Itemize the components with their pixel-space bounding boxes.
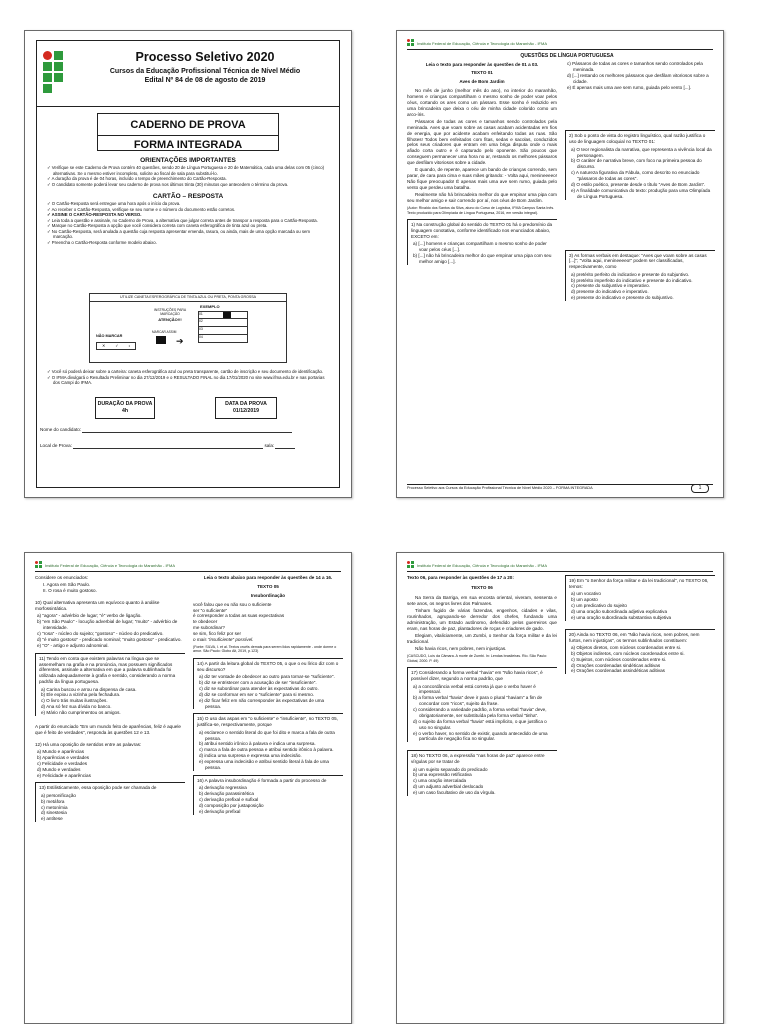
- cartao-item: ✓ Leia toda a questão e assinale, no Caderno de Prova, a alternativa que julgar correta antes de transpor a resposta para o Cartão-Resposta.: [53, 218, 335, 224]
- question-16: 16) A palavra insubordinação é formada a partir do processo de a) derivação regressiva b) derivação parassintética c) derivação prefixal e sufixal d) composição por justaposição e) derivação prefixal: [193, 775, 343, 815]
- option-c: c) Pássaros de todas as cores e tamanhos sendo controlados pela meninada.: [567, 61, 703, 72]
- cartao-item: ✓ Preencha o Cartão-Resposta conforme modelo abaixo.: [53, 240, 335, 246]
- exam-page-1: [396, 30, 724, 498]
- poem: você falou que eu não sou o suficiente ser "o suficiente" é corresponder a todas as suas expectativas te obedecer me subordinar? se sim, fico feliz por ser o mais "insuficiente" possível.: [193, 601, 285, 642]
- option-d: d) [...] restando os melhores pássaros que desfilam vitoriosos sobre a cidade.: [567, 72, 709, 84]
- model-marcar-assim: MARCAR ASSIM: [152, 330, 177, 334]
- cover-header: [37, 41, 339, 107]
- caderno-title: CADERNO DE PROVA: [130, 119, 246, 131]
- page-header: Instituto Federal de Educação, Ciência e Tecnologia do Maranhão - IFMA: [35, 561, 341, 571]
- question-17: 17) Considerando a forma verbal "havia" em "Não havia ricos", é possível dizer, segundo a norma padrão, que a) a concordância verbal está correta já que o verbo haver é impessoal. b) a forma verbal "havia" deve ir para o plural "haviam" a fim de concordar com "ricos", sujeito da frase. c) considerando a variedade padrão, a forma verbal "havia" deve, obrigatoriamente, ser substituída pela forma verbal "tinha". d) o sujeito da forma verbal "havia" está implícito, o que justifica o uso no singular. e) o verbo haver, no sentido de existir, quando antecedido de uma partícula de negação fica no singular.: [407, 667, 557, 742]
- model-nao-marcar: NÃO MARCAR: [96, 334, 123, 338]
- model-exemplo: EXEMPLO: [200, 304, 220, 309]
- cover-frame: [36, 40, 340, 488]
- question-13: 13) Estilisticamente, essa oposição pode ser chamada de a) personificação b) metáfora c) metonímia d) sinestesia e) antítese: [35, 782, 185, 822]
- text-title: Aves de Bom Jardim: [459, 79, 505, 85]
- duracao-box: DURAÇÃO DA PROVA 4h: [95, 397, 155, 419]
- orientacao-item: ✓ O candidato somente poderá levar seu caderno de prova nos últimos trinta (30) minutos que antecedem o término da prova.: [53, 182, 335, 188]
- cartao-heading: CARTÃO – RESPOSTA: [152, 192, 224, 200]
- left-intro: Texto 06, para responder às questões de 17 a 20:: [407, 575, 514, 580]
- left-column: Considere os enunciados: I. Agora em São Paulo. II. O rosa é muito gostoso. 10) Qual alternativa apresenta um equívoco quanto à análise morfossintática. a) "agora" - advérbio de lugar; "é" verbo de ligação. b) "em São Paulo" - locução adverbial de lugar; "muito" - advérbio de intensidade. c) "rosa" - núcleo do sujeito; "gostoso" - núcleo do predicativo. d) "é muito gostoso" - predicado nominal; "muito gostoso" - predicativo. e) "O" - artigo e adjunto adnominal. 11) Tendo em conta que existem palavras na língua que se assemelham na grafia e na pronúncia, mas possuem significados diferentes, assinale a alternativa em que a palavra sublinhada foi utilizada adequadamente à grafia e sentido, considerando a norma padrão da língua portuguesa. a) Carina buscou e arrou na dispensa de casa. b) Ele expiou a vizinha pela fechadura. c) O livro trás muitas ilustrações. d) Ana só fez sua dívida no banco. e) Mário não cumprimentou os amigos. A partir do enunciado "Em um mundo feito de aparências, feliz é aquele que é feito de verdades", responda às questões 12 e 13. 12) Há uma oposição de sentidos entre as palavras: a) Mundo e aparências b) Aparências e verdades c) Felicidade e verdades d) Mundo e verdades e) Felicidade e aparências 13) Estilisticamente, essa oposição pode ser chamada de a) personificação b) metáfora c) metonímia d) sinestesia e) antítese: [35, 575, 185, 822]
- orientacao-item: ✓ A duração da prova é de 04 horas, incluído o tempo de preenchimento do Cartão-Resposta.: [53, 176, 335, 182]
- question-19: 19) Em "o Senhor da força militar e da lei tradicional", no TEXTO 06, temos: a) um vocativo b) um aposto c) um predicativo do sujeito d) uma oração subordinada adjetiva explicativa e) uma oração subordinada substantiva subjetiva: [565, 575, 715, 621]
- exam-page-3: [396, 552, 724, 1024]
- question-3: 3) As formas verbais em destaque: "Aves que voam sobre as casas [...]"; "Volta aqui, menineeeeo!" podem ser classificadas, respectivamente, como a) pretérito perfeito do indicativo e presente do subjuntivo. b) pretérito imperfeito do indicativo e presente do indicativo. c) presente do subjuntivo e imperativo. d) presente do indicativo e imperativo. e) presente do indicativo e presente do subjuntivo.: [565, 250, 715, 302]
- cartao-item: ✓ Ao receber o Cartão-Resposta, verifique se seu nome e o número do documento estão corretos.: [53, 207, 335, 213]
- cartao-item: ✓ Marque no Cartão-Resposta a opção que você considera correta com caneta esferográfica de tinta azul ou preta.: [53, 223, 335, 229]
- duracao-value: 4h: [121, 407, 129, 414]
- left-column: [407, 53, 614, 265]
- ifma-mini-logo-icon: [407, 561, 415, 569]
- left-column: Texto 06, para responder às questões de 17 a 20: TEXTO 06 Na Serra da Barriga, em sua encosta oriental, viveram, sessenta e sete anos, os negros livres dos Palmares. Tinham fugido de várias fazendas, engenhos, cidades e vilas, rourinhados, agrupando-se derredor dos chefes, fundando uma administração, um Estado autônomo, defendido pelos guerreiros que eram, nas horas de paz, plantadores de roças e criadores de gado. Elegiam, vitaliciamente, um Zumbi, o Senhor da força militar e da lei tradicional. Não havia ricos, nem pobres, nem injustiças. (CASCUDO, Luís da Câmara. A morte de Zumbi. In: Lendas brasileiras. Rio. São Paulo: Global, 2000. P. 49) 17) Considerando a forma verbal "havia" em "Não havia ricos", é possível dizer, segundo a norma padrão, que a) a concordância verbal está correta já que o verbo haver é impessoal. b) a forma verbal "havia" deve ir para o plural "haviam" a fim de concordar com "ricos", sujeito da frase. c) considerando a variedade padrão, a forma verbal "havia" deve, obrigatoriamente, ser substituída pela forma verbal "tinha". d) o sujeito da forma verbal "havia" está implícito, o que justifica o uso no singular. e) o verbo haver, no sentido de existir, quando antecedido de uma partícula de negação fica no singular. 18) No TEXTO 06, a expressão "nas horas de paz" aparece entre vírgulas por se tratar de a) um sujeito separado do predicado b) uma expressão retificativa c) uma oração intercalada d) um adjunto adverbial deslocado e) um caso facultativo de uso da vírgula.: [407, 575, 557, 796]
- local-field: Local de Prova: sala:: [40, 443, 295, 449]
- cartao-item: ✓ ASSINE O CARTÃO-RESPOSTA NO VERSO.: [53, 212, 335, 218]
- paragraph: No mês de junho (melhor mês do ano), no interior do maranhão, homens e crianças compartilham o mesmo sonho de poder voar pelos céus, cortando os ares como um pássaro. Esse sonho é reduzido em uma brincadeira que deixa o céu de minha cidade colorido como um arco-íris.: [407, 88, 557, 117]
- question-14: 14) A partir da leitura global do TEXTO 05, o que o eu lírico diz com o seu discurso? a) diz ter vontade de obedecer ao outro para tornar-se "suficiente". b) diz se entristecer com a acusação de ser "insuficiente". c) diz se subordinar para atender às expectativas do outro. d) diz se conformar em ser o "suficiente" para si mesmo. e) diz ficar feliz em não corresponder às expectativas de uma pessoa.: [193, 658, 343, 710]
- question-2: 2) Sob o ponto de vista do registro linguístico, qual razão justifica o uso de linguagem coloquial no TEXTO 01: a) O teor regionalista da narrativa, que representa a vivência local da personagem. b) O caráter de narrativa breve, com foco na primeira pessoa do discurso. c) A natureza figurativa da Fábula, como descrito no enunciado "pássaros de todas as cores". d) O estilo poético, presente desde o título "Aves de Bom Jardim". e) A finalidade comunicativa do texto: produção para uma Olimpíada de Língua Portuguesa.: [565, 130, 715, 199]
- question-10: 10) Qual alternativa apresenta um equívoco quanto à análise morfossintática. a) "agora" - advérbio de lugar; "é" verbo de ligação. b) "em São Paulo" - locução adverbial de lugar; "muito" - advérbio de intensidade. c) "rosa" - núcleo do sujeito; "gostoso" - núcleo do predicativo. d) "é muito gostoso" - predicado nominal; "muito gostoso" - predicativo. e) "O" - artigo e adjunto adnominal.: [35, 600, 182, 648]
- right-column: [565, 575, 715, 674]
- question-15: 15) O uso das aspas em "o suficiente" e "insuficiente", no TEXTO 05, justifica-se, respectivamente, porque a) esclarece o sentido literal do que foi dito e marca a fala de outra pessoa. b) atribui sentido irônico à palavra e indica uma surpresa. c) marca a fala de outra pessoa e atribui sentido irônico à palavra. d) indica uma surpresa e expressa uma indecisão. e) expressa uma indecisão e atribui sentido literal à fala de uma pessoa.: [193, 713, 343, 770]
- arrow-right-icon: ➔: [176, 336, 184, 346]
- cover-subtitle: Cursos da Educação Profissional Técnica de Nível Médio: [109, 68, 301, 75]
- data-box: DATA DA PROVA 01/12/2019: [215, 397, 277, 419]
- page-header: Instituto Federal de Educação, Ciência e Tecnologia do Maranhão - IFMA: [407, 39, 713, 49]
- cover-title: Processo Seletivo 2020: [135, 50, 275, 64]
- option-a: a) [...] homens e crianças compartilham o mesmo sonho de poder voar pelos céus [...].: [413, 241, 547, 253]
- model-instrucoes: INSTRUÇÕES PARA MARCAÇÃO: [153, 308, 187, 317]
- question-20: 20) Ainda no TEXTO 06, em "Não havia ricos, nem pobres, nem furtos, nem injustiças", os termos sublinhados constituem: a) Objetos diretos, com núcleos coordenados entre si. b) Objetos indiretos, com núcleos coordenados entre si. c) Sujeitos, com núcleos coordenados entre si. d) Orações coordenadas sindéticas aditivas e) Orações coordenadas assindéticas aditivas: [565, 629, 715, 675]
- paragraph: Realmente não há brincadeira melhor do que empinar uma pipa com seu melhor amigo e sair correndo por aí, nos céus de Bom Jardim.: [407, 192, 557, 204]
- wrong-marks-example: ✕ ✓ •: [96, 342, 136, 350]
- text-source: (Autor: Rivaldo dos Santos da Silva, aluno do Curso de Logística, IFMA Campus Santa Inês. Texto produzido para Olimpíada de Língua Portuguesa, 2016, em versão integral).: [407, 206, 555, 215]
- correct-mark-example: [156, 336, 166, 344]
- page-number: 1: [691, 484, 709, 493]
- right-intro: Leia o texto abaixo para responder às questões de 14 a 16.: [203, 575, 333, 580]
- answer-card-model: [89, 293, 287, 363]
- question-18: 18) No TEXTO 06, a expressão "nas horas de paz" aparece entre vírgulas por se tratar de a) um sujeito separado do predicado b) uma expressão retificativa c) uma oração intercalada d) um adjunto adverbial deslocado e) um caso facultativo de uso da vírgula.: [407, 750, 557, 796]
- orientacao-item: ✓ Verifique se este Caderno de Prova contém 40 questões, sendo 20 de Língua Portuguesa e 20 de Matemática, cada uma delas com 05 (cinco) alternativas. Se o mesmo estiver incompleto, solicite ao fiscal de sala para substituí-lo.: [53, 165, 335, 176]
- question-1: 1) Na construção global do sentido do TEXTO 01 há o predomínio da linguagem conotativa, conforme identificado nos enunciados abaixo, EXCETO em: a) [...] homens e crianças compartilham o mesmo sonho de poder voar pelos céus [...]. b) [...] não há brincadeira melhor do que empinar uma pipa com seu melhor amigo [...].: [407, 219, 557, 265]
- question-12: 12) Há uma oposição de sentidos entre as palavras: a) Mundo e aparências b) Aparências e verdades c) Felicidade e verdades d) Mundo e verdades e) Felicidade e aparências: [35, 741, 142, 778]
- cartao-item: ✓ No Cartão-Resposta, será anulada a questão cuja resposta apresentar emenda, rasura, ou ainda, mais de uma opção marcada ou sem marcação.: [53, 229, 335, 240]
- model-grid: 01 02 03 04: [198, 311, 248, 343]
- text-intro: Leia o texto para responder às questões de 01 a 03.: [425, 62, 539, 68]
- ifma-mini-logo-icon: [407, 39, 415, 47]
- extra-item: ✓ Você só poderá deixar sobre a carteira: caneta esferográfica azul ou preta transparente, cartão de inscrição e seu documento de identificação.: [53, 369, 335, 375]
- text-label: TEXTO 01: [471, 70, 493, 76]
- extra-item: ✓ O IFMA divulgará o Resultado Preliminar no dia 27/12/2019 e o RESULTADO FINAL no dia 17/01/2020 no site www.ifma.edu.br e nas portarias dos Campi do IFMA.: [53, 375, 335, 386]
- option-b: b) [...] não há brincadeira melhor do que empinar uma pipa com seu melhor amigo [...].: [413, 253, 552, 265]
- forma-title: FORMA INTEGRADA: [98, 135, 278, 152]
- paragraph: Pássaros de todas as cores e tamanhos sendo controlados pela meninada. Aves que voam sobre as casas acabam acidentadas em fios de energia, que por acidente acabam enfeitando todas as ruas. São filhotes! Todos bem enfeitados com fitas, sedas e sacolas, conduzidos pelos seus criadores que entram em uma briga disputa onde o mais afiado corta outro e é capturado pelo oponente. São poucos que conseguem permanecer uma hora no ar, restando os melhores pássaros que desfilam vitoriosos sobre a cidade.: [407, 118, 557, 166]
- ifma-logo-icon: [43, 51, 73, 95]
- cover-edital: Edital Nº 84 de 08 de agosto de 2019: [144, 76, 266, 84]
- orientacoes-heading: ORIENTAÇÕES IMPORTANTES: [140, 157, 236, 164]
- q12-intro: A partir do enunciado "Em um mundo feito de aparências, feliz é aquele que é feito de verdades", responda às questões 12 e 13.: [35, 723, 181, 735]
- section-title: QUESTÕES DE LÍNGUA PORTUGUESA: [520, 53, 614, 59]
- cover-page: [24, 30, 352, 498]
- cartao-item: ✓ O Cartão-Resposta será entregue uma hora após o início da prova.: [53, 201, 335, 207]
- caderno-box: [97, 113, 279, 151]
- left-intro: Considere os enunciados:: [35, 575, 89, 580]
- page-header: Instituto Federal de Educação, Ciência e Tecnologia do Maranhão - IFMA: [407, 561, 713, 571]
- exam-page-2: [24, 552, 352, 1024]
- ifma-mini-logo-icon: [35, 561, 43, 569]
- nome-field: Nome do candidato:: [40, 427, 292, 433]
- model-atencao: ATENÇÃO!!!: [158, 316, 182, 322]
- page-footer: Processo Seletivo aos Cursos da Educação Profissional Técnica de Nível Médio 2020 – FORMA INTEGRADA 1: [407, 484, 713, 491]
- option-e: e) É apenas mais uma ave sem rumo, guiada pelo vento [...].: [567, 84, 692, 90]
- data-value: 01/12/2019: [233, 407, 259, 414]
- paragraph: E quando, de repente, aparece um bando de crianças correndo, sem parar, de cara para cima e suas mães gritando: - Volta aqui, menineeeeo! Não fique preocupado! É apenas mais uma ave sem rumo, guiada pelo vento que perdeu uma batalha.: [407, 167, 557, 191]
- right-column: [565, 61, 715, 301]
- model-header: UTILIZE CANETA ESFEROGRÁFICA DE TINTA AZUL OU PRETA, PONTA GROSSA: [90, 294, 286, 302]
- right-column: Leia o texto abaixo para responder às questões de 14 a 16. TEXTO 05 Insubordinação você falou que eu não sou o suficiente ser "o suficiente" é corresponder a todas as suas expectativas te obedecer me subordinar? se sim, fico feliz por ser o mais "insuficiente" possível. (Fonte: SILVA, I. et al. Textos cruéis demais para serem lidos rapidamente - onde dorme o amor. São Paulo: Globo Alt, 2019, p.123) 14) A partir da leitura global do TEXTO 05, o que o eu lírico diz com o seu discurso? a) diz ter vontade de obedecer ao outro para tornar-se "suficiente". b) diz se entristecer com a acusação de ser "insuficiente". c) diz se subordinar para atender às expectativas do outro. d) diz se conformar em ser o "suficiente" para si mesmo. e) diz ficar feliz em não corresponder às expectativas de uma pessoa. 15) O uso das aspas em "o suficiente" e "insuficiente", no TEXTO 05, justifica-se, respectivamente, porque a) esclarece o sentido literal do que foi dito e marca a fala de outra pessoa. b) atribui sentido irônico à palavra e indica uma surpresa. c) marca a fala de outra pessoa e atribui sentido irônico à palavra. d) indica uma surpresa e expressa uma indecisão. e) expressa uma indecisão e atribui sentido literal à fala de uma pessoa. 16) A palavra insubordinação é formada a partir do processo de a) derivação regressiva b) derivação parassintética c) derivação prefixal e sufixal d) composição por justaposição e) derivação prefixal: [193, 575, 343, 815]
- question-11: 11) Tendo em conta que existem palavras na língua que se assemelham na grafia e na pronúncia, mas possuem significados diferentes, assinale a alternativa em que a palavra sublinhada foi utilizada adequadamente à grafia e sentido, considerando a norma padrão da língua portuguesa. a) Carina buscou e arrou na dispensa de casa. b) Ele expiou a vizinha pela fechadura. c) O livro trás muitas ilustrações. d) Ana só fez sua dívida no banco. e) Mário não cumprimentou os amigos.: [35, 653, 185, 716]
